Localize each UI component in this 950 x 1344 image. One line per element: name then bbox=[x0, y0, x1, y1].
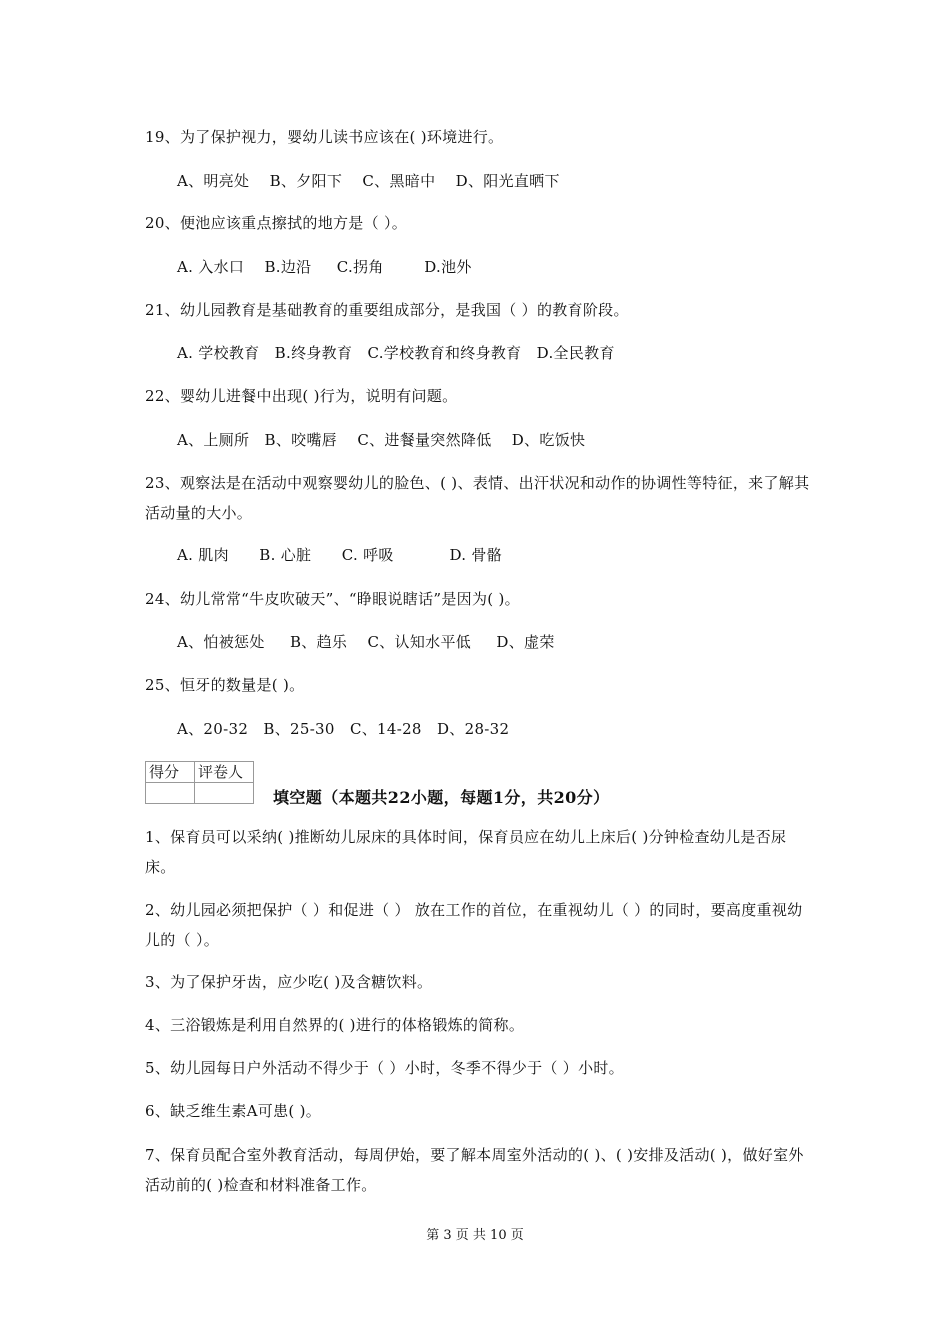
question-20-stem: 20、便池应该重点擦拭的地方是（ ）。 bbox=[145, 214, 408, 232]
score-header: 得分 bbox=[146, 762, 195, 783]
question-19-stem: 19、为了保护视力，婴幼儿读书应该在( )环境进行。 bbox=[145, 128, 504, 146]
question-21-stem: 21、幼儿园教育是基础教育的重要组成部分，是我国（ ）的教育阶段。 bbox=[145, 301, 629, 319]
score-table bbox=[145, 761, 254, 804]
question-24-options: A、怕被惩处 B、趋乐 C、认知水平低 D、虚荣 bbox=[177, 633, 555, 651]
question-19-options: A、明亮处 B、夕阳下 C、黑暗中 D、阳光直晒下 bbox=[177, 172, 560, 190]
fill-question-3: 3、为了保护牙齿，应少吃( )及含糖饮料。 bbox=[145, 973, 433, 991]
fill-question-7: 7、保育员配合室外教育活动，每周伊始，要了解本周室外活动的( )、( )安排及活动( )，做好室外活动前的( )检查和材料准备工作。 bbox=[145, 1146, 804, 1194]
question-24-stem: 24、幼儿常常“牛皮吹破天”、“睁眼说瞎话”是因为( )。 bbox=[145, 590, 520, 608]
question-23-stem: 23、观察法是在活动中观察婴幼儿的脸色、( )、表情、出汗状况和动作的协调性等特征，来了解其活动量的大小。 bbox=[145, 474, 810, 522]
question-23-options: A. 肌肉 B. 心脏 C. 呼吸 D. 骨骼 bbox=[177, 546, 502, 564]
score-cell bbox=[146, 783, 195, 804]
grader-cell bbox=[195, 783, 254, 804]
fill-question-5: 5、幼儿园每日户外活动不得少于（ ）小时，冬季不得少于（ ）小时。 bbox=[145, 1059, 624, 1077]
section-title: 填空题（本题共22小题，每题1分，共20分） bbox=[273, 788, 610, 807]
grader-header: 评卷人 bbox=[195, 762, 254, 783]
question-21-options: A. 学校教育 B.终身教育 C.学校教育和终身教育 D.全民教育 bbox=[177, 344, 615, 362]
page-footer: 第 3 页 共 10 页 bbox=[426, 1228, 524, 1243]
question-25-options: A、20-32 B、25-30 C、14-28 D、28-32 bbox=[177, 720, 510, 738]
fill-question-2: 2、幼儿园必须把保护（ ）和促进（ ） 放在工作的首位，在重视幼儿（ ）的同时，要高度重视幼儿的（ ）。 bbox=[145, 901, 803, 949]
question-20-options: A. 入水口 B.边沿 C.拐角 D.池外 bbox=[177, 258, 472, 276]
fill-question-1: 1、保育员可以采纳( )推断幼儿尿床的具体时间，保育员应在幼儿上床后( )分钟检查幼儿是否尿床。 bbox=[145, 828, 787, 876]
question-22-stem: 22、婴幼儿进餐中出现( )行为，说明有问题。 bbox=[145, 387, 458, 405]
fill-question-4: 4、三浴锻炼是利用自然界的( )进行的体格锻炼的简称。 bbox=[145, 1016, 525, 1034]
question-22-options: A、上厕所 B、咬嘴唇 C、进餐量突然降低 D、吃饭快 bbox=[177, 431, 586, 449]
question-25-stem: 25、恒牙的数量是( )。 bbox=[145, 676, 305, 694]
fill-question-6: 6、缺乏维生素A可患( )。 bbox=[145, 1102, 322, 1120]
